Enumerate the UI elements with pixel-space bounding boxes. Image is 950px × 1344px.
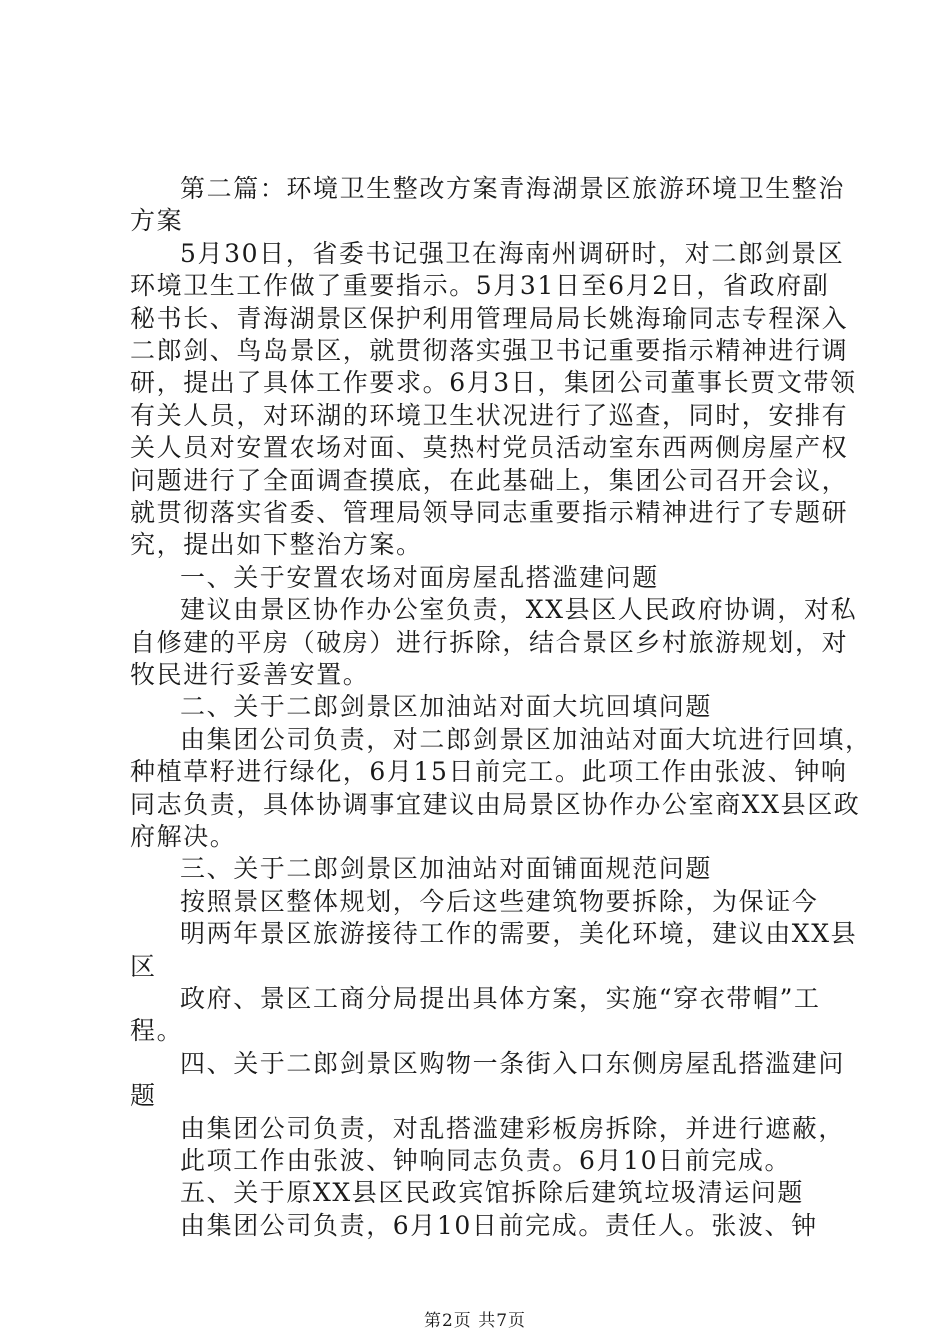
text-line: 建议由景区协作办公室负责，XX县区人民政府协调，对私	[180, 595, 858, 625]
text-line: 由集团公司负责，对乱搭滥建彩板房拆除，并进行遮蔽，	[180, 1113, 846, 1143]
text-line: 政府、景区工商分局提出具体方案，实施“穿衣带帽”工	[180, 984, 821, 1013]
text-line: 关人员对安置农场对面、莫热村党员活动室东西两侧房屋产权	[130, 433, 849, 463]
section-heading-3: 三、关于二郎剑景区加油站对面铺面规范问题	[180, 854, 713, 884]
text-line: 自修建的平房（破房）进行拆除，结合景区乡村旅游规划，对	[130, 627, 849, 657]
document-title: 第二篇：环境卫生整改方案青海湖景区旅游环境卫生整治	[180, 174, 846, 203]
text-line: 环境卫生工作做了重要指示。5月31日至6月2日，省政府副	[130, 271, 830, 301]
text-line: 由集团公司负责，对二郎剑景区加油站对面大坑进行回填，	[180, 724, 872, 754]
text-line: 区	[130, 951, 157, 981]
section-heading-2: 二、关于二郎剑景区加油站对面大坑回填问题	[180, 692, 713, 722]
text-line: 二郎剑、鸟岛景区，就贯彻落实强卫书记重要指示精神进行调	[130, 336, 849, 365]
section-heading-1: 一、关于安置农场对面房屋乱搭滥建问题	[180, 562, 659, 592]
text-line: 按照景区整体规划，今后这些建筑物要拆除，为保证今	[180, 886, 819, 916]
text-line: 同志负责，具体协调事宜建议由局景区协作办公室商XX县区政	[130, 789, 861, 819]
text-line: 题	[130, 1081, 157, 1111]
text-line: 此项工作由张波、钟响同志负责。6月10日前完成。	[180, 1146, 792, 1175]
page-footer: 第2页 共7页	[423, 1311, 527, 1331]
text-line: 程。	[130, 1016, 184, 1046]
text-line: 就贯彻落实省委、管理局领导同志重要指示精神进行了专题研	[130, 498, 849, 527]
text-line: 种植草籽进行绿化，6月15日前完工。此项工作由张波、钟响	[130, 757, 848, 787]
text-line: 研，提出了具体工作要求。6月3日，集团公司董事长贾文带领	[130, 368, 857, 398]
document-title-continued: 方案	[130, 206, 184, 236]
text-line: 秘书长、青海湖景区保护利用管理局局长姚海瑜同志专程深入	[130, 303, 849, 333]
section-heading-4: 四、关于二郎剑景区购物一条街入口东侧房屋乱搭滥建问	[180, 1048, 846, 1078]
text-line: 究，提出如下整治方案。	[130, 530, 423, 560]
text-line: 由集团公司负责，6月10日前完成。责任人。张波、钟	[180, 1210, 818, 1240]
text-line: 府解决。	[130, 822, 237, 851]
text-line: 明两年景区旅游接待工作的需要，美化环境，建议由XX县	[180, 919, 858, 949]
section-heading-5: 五、关于原XX县区民政宾馆拆除后建筑垃圾清运问题	[180, 1178, 804, 1208]
text-line: 问题进行了全面调查摸底，在此基础上，集团公司召开会议，	[130, 465, 849, 495]
text-line: 有关人员，对环湖的环境卫生状况进行了巡查，同时，安排有	[130, 400, 849, 430]
text-line: 5月30日，省委书记强卫在海南州调研时，对二郎剑景区	[180, 238, 845, 268]
text-line: 牧民进行妥善安置。	[130, 660, 370, 689]
